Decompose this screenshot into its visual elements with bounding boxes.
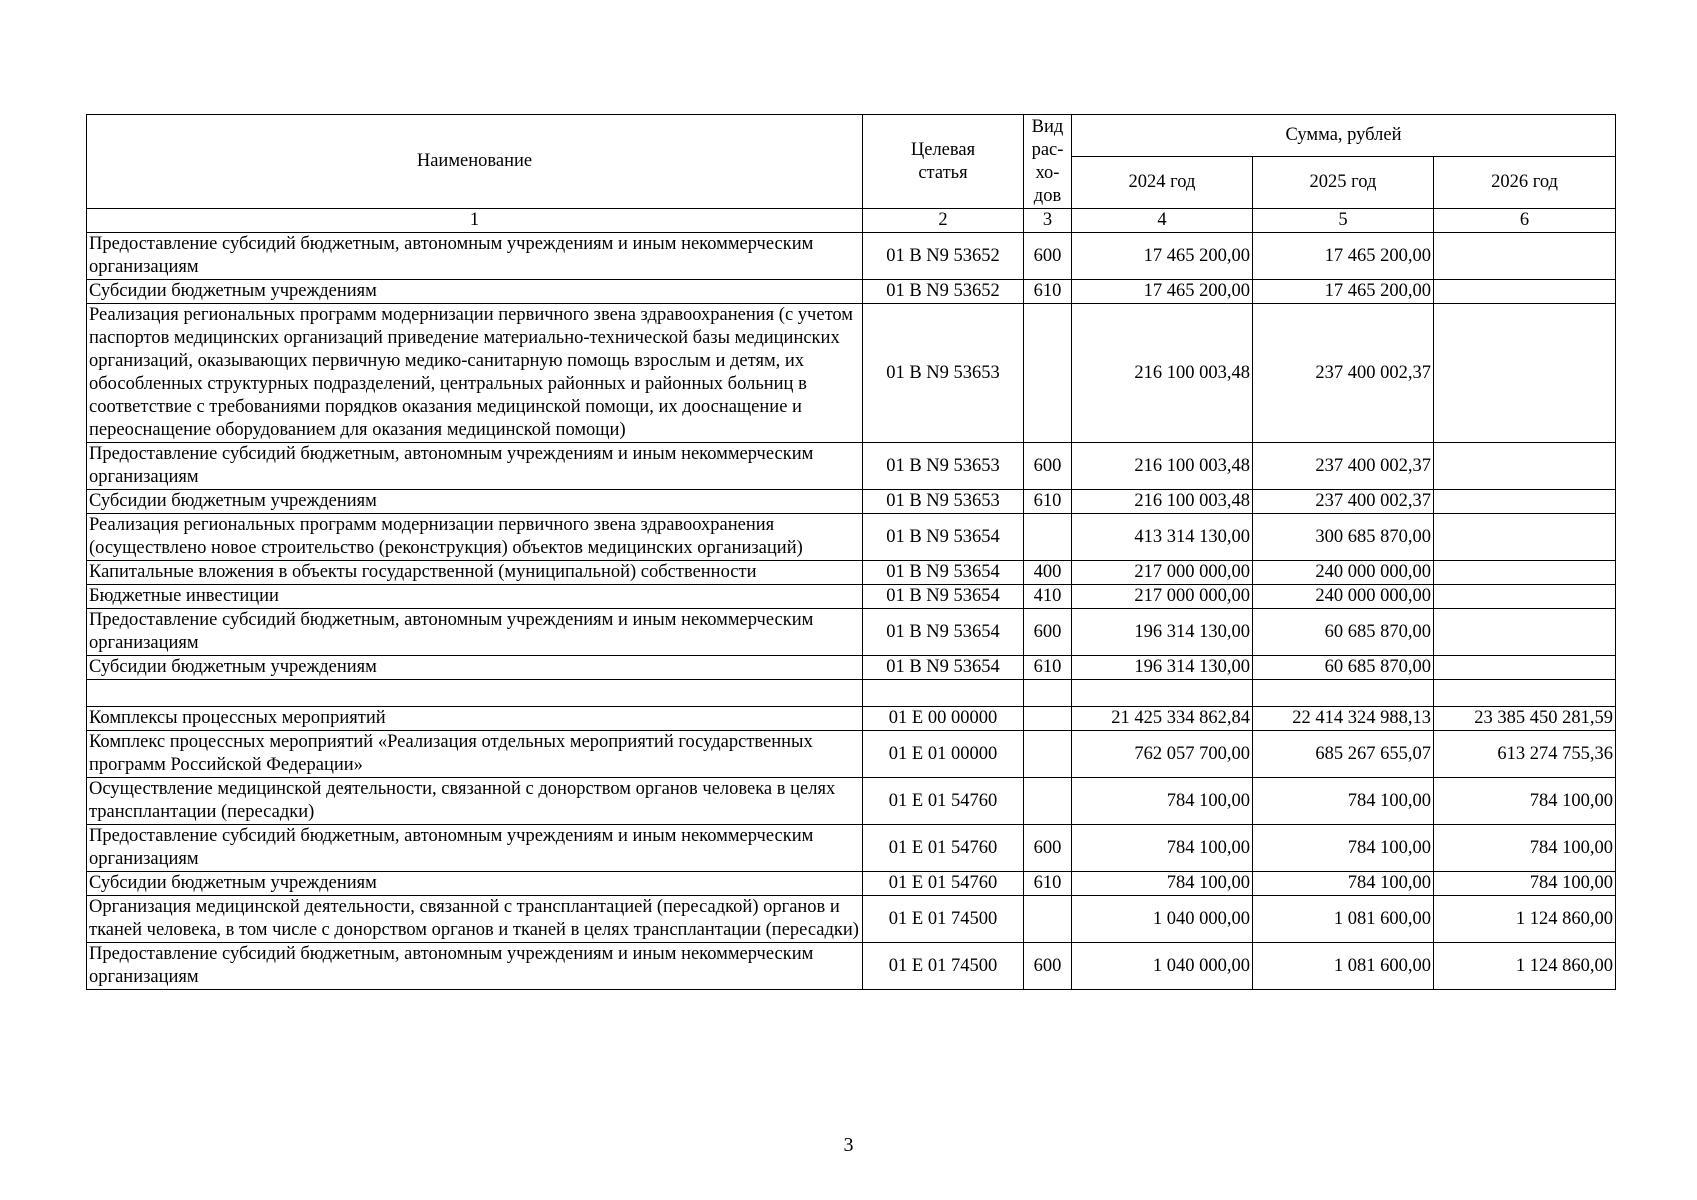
table-body <box>87 233 1616 990</box>
row-article-cell: 01 Е 01 74500 <box>863 943 1024 990</box>
row-amount-2025-cell: 784 100,00 <box>1253 778 1434 825</box>
row-amount-2025-cell: 685 267 655,07 <box>1253 731 1434 778</box>
row-amount-2026-cell <box>1434 490 1616 514</box>
row-article-cell: 01 Е 01 00000 <box>863 731 1024 778</box>
table-row <box>87 872 1616 896</box>
row-article-cell: 01 Е 01 54760 <box>863 778 1024 825</box>
row-type-cell: 600 <box>1024 943 1072 990</box>
row-type-cell: 600 <box>1024 825 1072 872</box>
row-type-cell: 610 <box>1024 656 1072 680</box>
row-amount-2026-cell <box>1434 561 1616 585</box>
table-row <box>87 896 1616 943</box>
column-number: 2 <box>863 209 1024 233</box>
row-amount-2025-cell: 240 000 000,00 <box>1253 585 1434 609</box>
row-article-cell: 01 Е 01 54760 <box>863 825 1024 872</box>
row-amount-2026-cell: 784 100,00 <box>1434 872 1616 896</box>
row-amount-2024-cell: 196 314 130,00 <box>1072 609 1253 656</box>
table-row <box>87 443 1616 490</box>
row-amount-2025-cell: 17 465 200,00 <box>1253 280 1434 304</box>
table-row <box>87 280 1616 304</box>
row-article-cell: 01 В N9 53654 <box>863 585 1024 609</box>
row-name-cell: Предоставление субсидий бюджетным, автономным учреждениям и иным некоммерческим организациям <box>87 443 863 490</box>
table-header <box>87 115 1616 233</box>
row-amount-2024-cell: 217 000 000,00 <box>1072 561 1253 585</box>
row-amount-2025-cell: 1 081 600,00 <box>1253 896 1434 943</box>
row-type-cell: 600 <box>1024 609 1072 656</box>
row-type-cell: 600 <box>1024 233 1072 280</box>
row-amount-2025-cell: 240 000 000,00 <box>1253 561 1434 585</box>
row-amount-2026-cell <box>1434 514 1616 561</box>
row-article-cell <box>863 680 1024 707</box>
row-type-cell <box>1024 778 1072 825</box>
page-number: 3 <box>843 1134 854 1156</box>
row-type-cell <box>1024 304 1072 443</box>
row-article-cell: 01 В N9 53652 <box>863 233 1024 280</box>
row-amount-2026-cell <box>1434 304 1616 443</box>
header-sum: Сумма, рублей <box>1072 115 1616 157</box>
row-amount-2025-cell: 60 685 870,00 <box>1253 656 1434 680</box>
row-article-cell: 01 В N9 53653 <box>863 443 1024 490</box>
row-amount-2025-cell: 237 400 002,37 <box>1253 490 1434 514</box>
row-amount-2026-cell: 613 274 755,36 <box>1434 731 1616 778</box>
table-row <box>87 585 1616 609</box>
row-type-cell: 610 <box>1024 490 1072 514</box>
row-amount-2024-cell: 216 100 003,48 <box>1072 443 1253 490</box>
header-year-2024: 2024 год <box>1072 157 1253 209</box>
column-number: 5 <box>1253 209 1434 233</box>
row-amount-2026-cell <box>1434 280 1616 304</box>
row-name-cell: Субсидии бюджетным учреждениям <box>87 656 863 680</box>
header-expense-type <box>1024 115 1072 209</box>
row-amount-2026-cell <box>1434 233 1616 280</box>
row-amount-2026-cell <box>1434 609 1616 656</box>
row-amount-2026-cell: 1 124 860,00 <box>1434 896 1616 943</box>
table-row <box>87 943 1616 990</box>
row-type-cell: 410 <box>1024 585 1072 609</box>
row-amount-2026-cell: 784 100,00 <box>1434 825 1616 872</box>
row-amount-2025-cell: 60 685 870,00 <box>1253 609 1434 656</box>
header-year-2025: 2025 год <box>1253 157 1434 209</box>
row-amount-2025-cell: 17 465 200,00 <box>1253 233 1434 280</box>
row-amount-2025-cell: 237 400 002,37 <box>1253 304 1434 443</box>
row-amount-2024-cell: 762 057 700,00 <box>1072 731 1253 778</box>
header-type-line: Вид <box>1031 116 1064 137</box>
row-amount-2024-cell: 17 465 200,00 <box>1072 233 1253 280</box>
header-type-line: рас- <box>1031 139 1064 160</box>
row-amount-2024-cell: 1 040 000,00 <box>1072 896 1253 943</box>
row-amount-2024-cell: 216 100 003,48 <box>1072 304 1253 443</box>
row-amount-2026-cell: 1 124 860,00 <box>1434 943 1616 990</box>
row-amount-2025-cell <box>1253 680 1434 707</box>
row-name-cell: Предоставление субсидий бюджетным, автономным учреждениям и иным некоммерческим организациям <box>87 825 863 872</box>
row-article-cell: 01 Е 01 54760 <box>863 872 1024 896</box>
budget-table <box>86 114 1616 990</box>
row-name-cell: Бюджетные инвестиции <box>87 585 863 609</box>
row-amount-2025-cell: 1 081 600,00 <box>1253 943 1434 990</box>
row-amount-2026-cell <box>1434 585 1616 609</box>
column-number: 4 <box>1072 209 1253 233</box>
row-amount-2025-cell: 22 414 324 988,13 <box>1253 707 1434 731</box>
row-article-cell: 01 В N9 53654 <box>863 514 1024 561</box>
row-name-cell: Комплекс процессных мероприятий «Реализация отдельных мероприятий государственных программ Российской Федерации» <box>87 731 863 778</box>
row-article-cell: 01 В N9 53654 <box>863 609 1024 656</box>
column-number: 1 <box>87 209 863 233</box>
row-amount-2024-cell <box>1072 680 1253 707</box>
row-article-cell: 01 Е 01 74500 <box>863 896 1024 943</box>
table-row <box>87 656 1616 680</box>
header-type-line: хо- <box>1035 162 1060 183</box>
row-article-cell: 01 В N9 53654 <box>863 656 1024 680</box>
row-amount-2026-cell: 784 100,00 <box>1434 778 1616 825</box>
row-name-cell: Комплексы процессных мероприятий <box>87 707 863 731</box>
row-type-cell: 610 <box>1024 280 1072 304</box>
row-name-cell: Реализация региональных программ модернизации первичного звена здравоохранения (с учетом паспортов медицинских организаций приведение материально-технической базы медицинских организаций, оказывающих первичную медико-санитарную помощь взрослым и детям, их обособленных структурных подразделений, центральных районных и районных больниц в соответствие с требованиями порядков оказания медицинской помощи, их дооснащение и переоснащение оборудованием для оказания медицинской помощи) <box>87 304 863 443</box>
row-name-cell <box>87 680 863 707</box>
row-article-cell: 01 В N9 53653 <box>863 304 1024 443</box>
table-row <box>87 778 1616 825</box>
table-row <box>87 514 1616 561</box>
row-article-cell: 01 Е 00 00000 <box>863 707 1024 731</box>
header-name: Наименование <box>87 115 863 209</box>
row-amount-2024-cell: 784 100,00 <box>1072 825 1253 872</box>
row-name-cell: Субсидии бюджетным учреждениям <box>87 490 863 514</box>
table-row <box>87 304 1616 443</box>
row-name-cell: Предоставление субсидий бюджетным, автономным учреждениям и иным некоммерческим организациям <box>87 943 863 990</box>
row-amount-2026-cell <box>1434 443 1616 490</box>
row-type-cell <box>1024 680 1072 707</box>
row-amount-2026-cell <box>1434 656 1616 680</box>
row-amount-2024-cell: 413 314 130,00 <box>1072 514 1253 561</box>
row-name-cell: Субсидии бюджетным учреждениям <box>87 872 863 896</box>
table-row <box>87 731 1616 778</box>
table-row <box>87 707 1616 731</box>
row-article-cell: 01 В N9 53654 <box>863 561 1024 585</box>
row-name-cell: Субсидии бюджетным учреждениям <box>87 280 863 304</box>
table-row <box>87 609 1616 656</box>
row-amount-2024-cell: 216 100 003,48 <box>1072 490 1253 514</box>
row-name-cell: Реализация региональных программ модернизации первичного звена здравоохранения (осуществлено новое строительство (реконструкция) объектов медицинских организаций) <box>87 514 863 561</box>
column-number-row <box>87 209 1616 233</box>
row-name-cell: Предоставление субсидий бюджетным, автономным учреждениям и иным некоммерческим организациям <box>87 233 863 280</box>
row-amount-2025-cell: 784 100,00 <box>1253 872 1434 896</box>
row-amount-2026-cell: 23 385 450 281,59 <box>1434 707 1616 731</box>
row-name-cell: Предоставление субсидий бюджетным, автономным учреждениям и иным некоммерческим организациям <box>87 609 863 656</box>
row-amount-2025-cell: 300 685 870,00 <box>1253 514 1434 561</box>
table-row <box>87 561 1616 585</box>
row-article-cell: 01 В N9 53653 <box>863 490 1024 514</box>
header-article-line1: Целевая <box>910 139 976 160</box>
header-article <box>863 115 1024 209</box>
row-amount-2026-cell <box>1434 680 1616 707</box>
column-number: 6 <box>1434 209 1616 233</box>
table-row <box>87 490 1616 514</box>
row-type-cell: 600 <box>1024 443 1072 490</box>
row-amount-2024-cell: 784 100,00 <box>1072 872 1253 896</box>
row-amount-2024-cell: 217 000 000,00 <box>1072 585 1253 609</box>
row-type-cell <box>1024 731 1072 778</box>
row-amount-2024-cell: 21 425 334 862,84 <box>1072 707 1253 731</box>
header-year-2026: 2026 год <box>1434 157 1616 209</box>
row-amount-2024-cell: 784 100,00 <box>1072 778 1253 825</box>
row-amount-2024-cell: 196 314 130,00 <box>1072 656 1253 680</box>
row-amount-2025-cell: 237 400 002,37 <box>1253 443 1434 490</box>
table-row-empty <box>87 680 1616 707</box>
row-amount-2024-cell: 1 040 000,00 <box>1072 943 1253 990</box>
table-row <box>87 825 1616 872</box>
row-type-cell: 400 <box>1024 561 1072 585</box>
header-article-line2: статья <box>918 162 968 183</box>
row-name-cell: Капитальные вложения в объекты государственной (муниципальной) собственности <box>87 561 863 585</box>
row-type-cell <box>1024 707 1072 731</box>
row-amount-2025-cell: 784 100,00 <box>1253 825 1434 872</box>
row-name-cell: Осуществление медицинской деятельности, связанной с донорством органов человека в целях трансплантации (пересадки) <box>87 778 863 825</box>
table-row <box>87 233 1616 280</box>
row-amount-2024-cell: 17 465 200,00 <box>1072 280 1253 304</box>
row-type-cell: 610 <box>1024 872 1072 896</box>
row-type-cell <box>1024 896 1072 943</box>
header-type-line: дов <box>1033 185 1062 206</box>
row-type-cell <box>1024 514 1072 561</box>
row-name-cell: Организация медицинской деятельности, связанной с трансплантацией (пересадкой) органов и тканей человека, в том числе с донорством органов и тканей в целях трансплантации (пересадки) <box>87 896 863 943</box>
column-number: 3 <box>1024 209 1072 233</box>
row-article-cell: 01 В N9 53652 <box>863 280 1024 304</box>
